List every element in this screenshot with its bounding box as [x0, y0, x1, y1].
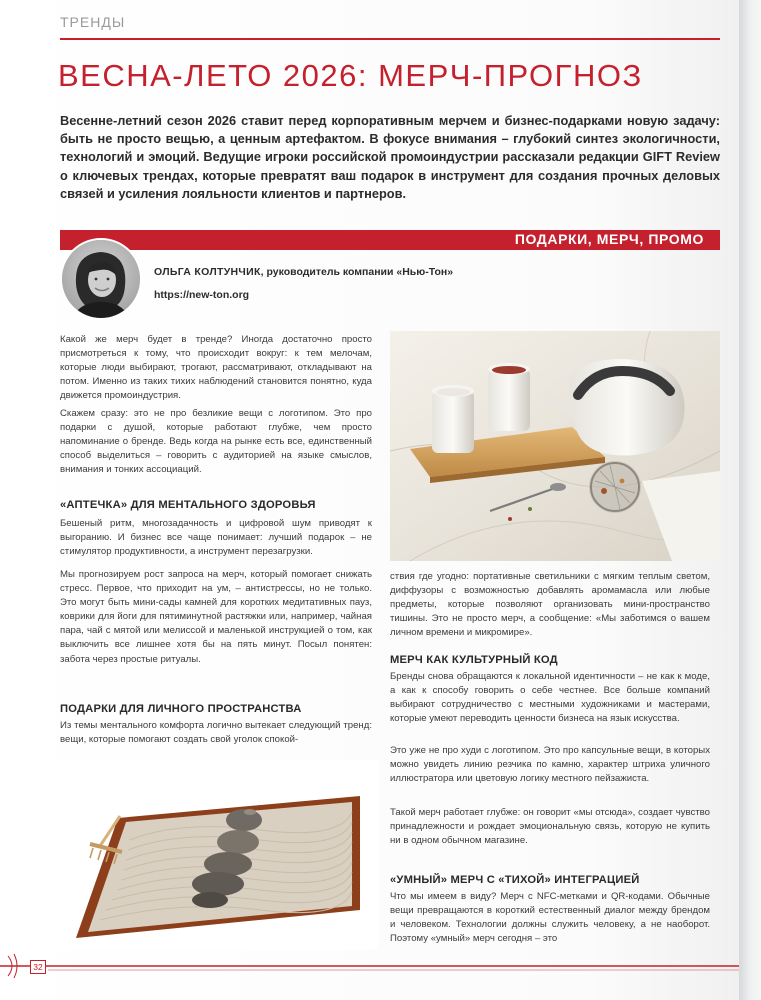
- heading-personal-space: ПОДАРКИ ДЛЯ ЛИЧНОГО ПРОСТРАНСТВА: [60, 703, 302, 715]
- heading-cultural-code: МЕРЧ КАК КУЛЬТУРНЫЙ КОД: [390, 654, 558, 666]
- author-portrait: [62, 240, 140, 318]
- left-paragraph-1: Какой же мерч будет в тренде? Иногда достаточно просто присмотреться к тому, что происходит вокруг: к тем мелочам, которые люди выбирают, трогают, рассматривают, откладывают на потом. Именно из таких тихих наблюдений становится понятно, куда движется промоиндустрия.: [60, 334, 372, 402]
- heading-mental-health: «АПТЕЧКА» ДЛЯ МЕНТАЛЬНОГО ЗДОРОВЬЯ: [60, 499, 316, 511]
- article-lead: Весенне-летний сезон 2026 ставит перед корпоративным мерчем и бизнес-подарками новую задачу: быть не просто вещью, а ценным артефактом. В фокусе внимания – глубокий синтез экологичности, технологий и эмоций. Ведущие игроки российской промоиндустрии рассказали редакции GIFT Review о ключевых трендах, которые превратят ваш подарок в инструмент для создания прочных деловых связей и усиления лояльности клиентов и партнеров.: [60, 113, 720, 201]
- heading-smart-merch: «УМНЫЙ» МЕРЧ С «ТИХОЙ» ИНТЕГРАЦИЕЙ: [390, 874, 640, 886]
- author-line: [154, 266, 453, 278]
- zen-garden-illustration: [60, 760, 378, 950]
- zen-garden-photo: [60, 760, 378, 950]
- section-label: ТРЕНДЫ: [60, 14, 126, 30]
- right-paragraph-2: Бренды снова обращаются к локальной идентичности – не как к моде, а как к способу говорить о себе честнее. Все больше компаний выбирают сотрудничество с местными художниками и мастерами, которые умеют переводить ценности бизнеса на язык искусства.: [390, 671, 710, 725]
- author-avatar: [60, 238, 142, 320]
- right-paragraph-3: Это уже не про худи с логотипом. Это про капсульные вещи, в которых можно увидеть линию резчика по камню, характер штриха уличного иллюстратора или цветовую логику местного пейзажиста.: [390, 745, 710, 785]
- author-url[interactable]: https://new-ton.org: [154, 289, 250, 301]
- page-footer: [0, 950, 741, 980]
- tea-set-photo: [390, 331, 720, 561]
- author-role: , руководитель компании «Нью-Тон»: [260, 266, 454, 278]
- author-name: ОЛЬГА КОЛТУНЧИК: [154, 266, 261, 278]
- rubric-band: [60, 230, 720, 250]
- top-rule: [60, 38, 720, 40]
- left-paragraph-4: Мы прогнозируем рост запроса на мерч, который помогает снижать стресс. Первое, что приходит на ум, – антистрессы, но не только. Это могут быть мини-сады камней для коротких медитативных пауз, коврики для йоги для пятиминутной растяжки или, например, чайная пара, чай с мятой или мелиссой и маленькой инструкцией о том, как выключить все лишнее хотя бы на пять минут. Посыл понятен: забота через простые ритуалы.: [60, 569, 372, 665]
- left-paragraph-5: Из темы ментального комфорта логично вытекает следующий тренд: вещи, которые помогают создать свой уголок спокой-: [60, 720, 372, 746]
- footer-ornament: [0, 950, 741, 980]
- left-paragraph-2: Скажем сразу: это не про безликие вещи с логотипом. Это про подарки с душой, которые работают глубже, чем просто напоминание о бренде. Ведь когда на рынке есть все, единственный способ выделиться – говорить с аудиторией на языке смыслов, внимания и тонких ассоциаций.: [60, 408, 372, 476]
- page-number: 32: [30, 960, 46, 974]
- tea-set-illustration: [390, 331, 720, 561]
- rubric-label: ПОДАРКИ, МЕРЧ, ПРОМО: [514, 231, 704, 247]
- article-title: ВЕСНА-ЛЕТО 2026: МЕРЧ-ПРОГНОЗ: [58, 58, 643, 93]
- right-paragraph-4: Такой мерч работает глубже: он говорит «мы отсюда», создает чувство принадлежности и рождает эмоциональную связь, которую не купить ни в одном обычном магазине.: [390, 807, 710, 847]
- right-paragraph-5: Что мы имеем в виду? Мерч с NFC-метками и QR-кодами. Обычные вещи превращаются в короткий естественный диалог между брендом и человеком. Технологии должны служить человеку, а не наоборот. Поэтому «умный» мерч сегодня – это: [390, 891, 710, 945]
- left-paragraph-3: Бешеный ритм, многозадачность и цифровой шум приводят к выгоранию. И бизнес все чаще понимает: лучший подарок – не стимулятор продуктивности, а инструмент перезагрузки.: [60, 518, 372, 558]
- page-gutter-edge: [739, 0, 761, 1000]
- right-paragraph-1: ствия где угодно: портативные светильники с мягким теплым светом, диффузоры с возможностью добавлять аромамасла или любые предметы, которые позволяют организовать мини-пространство тишины. Это не просто мерч, а сообщение: «Мы заботимся о вашем личном времени и микромире».: [390, 571, 710, 639]
